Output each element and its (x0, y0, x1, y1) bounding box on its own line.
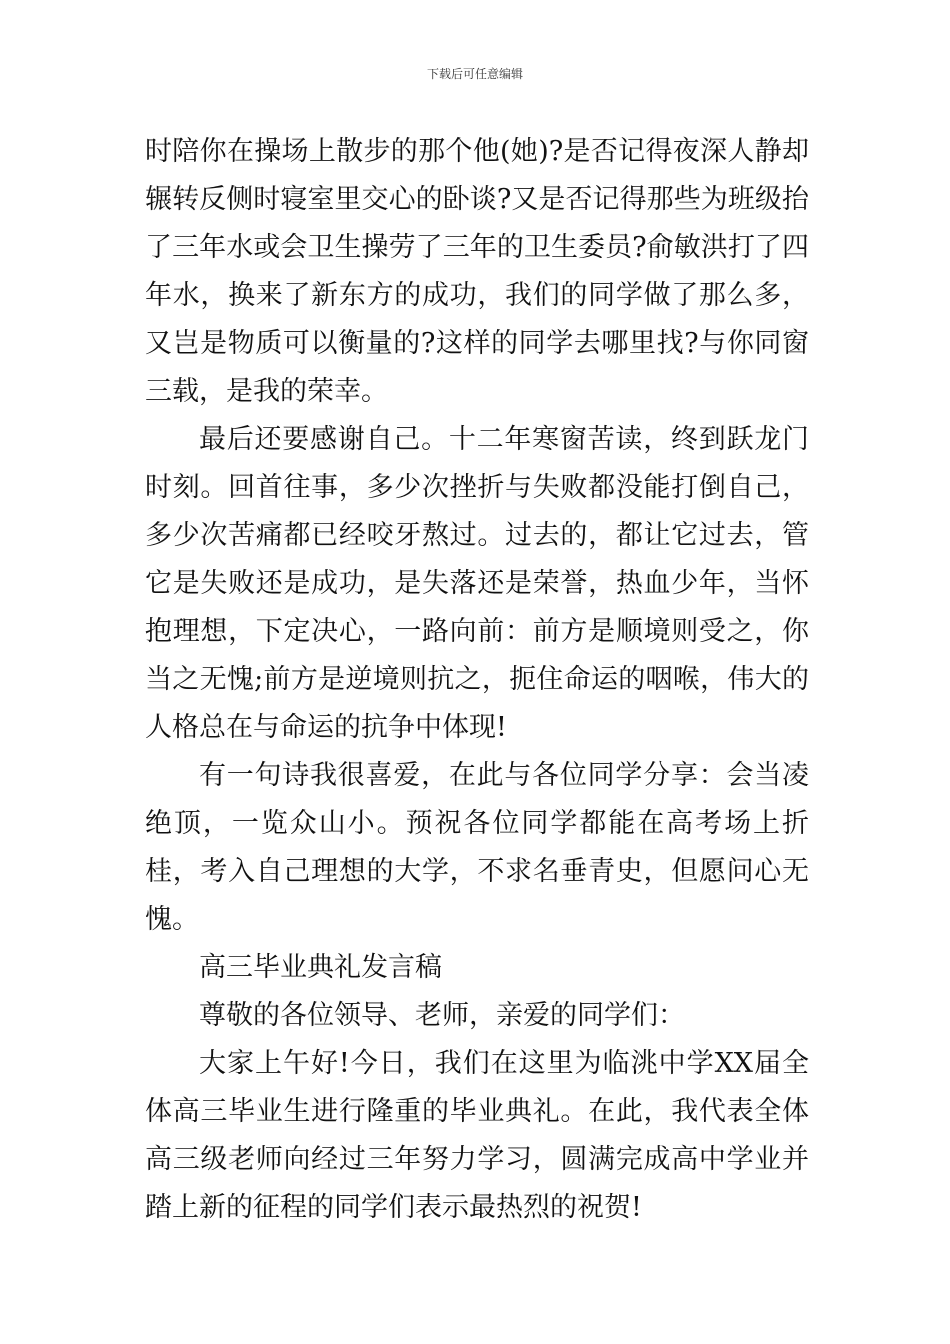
paragraph-6: 大家上午好!今日，我们在这里为临洮中学XX届全体高三毕业生进行隆重的毕业典礼。在此，我代表全体高三级老师向经过三年努力学习，圆满完成高中学业并踏上新的征程的同学们表示最热烈的祝贺! (145, 1048, 809, 1223)
section-title: 高三毕业典礼发言稿 (199, 952, 442, 983)
salutation: 尊敬的各位领导、老师，亲爱的同学们： (199, 1000, 685, 1031)
paragraph-2: 最后还要感谢自己。十二年寒窗苦读，终到跃龙门时刻。回首往事，多少次挫折与失败都没能打倒自己，多少次苦痛都已经咬牙熬过。过去的，都让它过去，管它是失败还是成功，是失落还是荣誉，热血少年，当怀抱理想，下定决心，一路向前：前方是顺境则受之，你当之无愧;前方是逆境则抗之，扼住命运的咽喉，伟大的人格总在与命运的抗争中体现! (145, 424, 809, 743)
paragraph-3: 有一句诗我很喜爱，在此与各位同学分享：会当凌绝顶，一览众山小。预祝各位同学都能在高考场上折桂，考入自己理想的大学，不求名垂青史，但愿问心无愧。 (145, 760, 809, 935)
document-body (145, 128, 809, 1232)
page-header: 下载后可任意编辑 (426, 67, 523, 81)
paragraph-1: 时陪你在操场上散步的那个他(她)?是否记得夜深人静却辗转反侧时寝室里交心的卧谈?又是否记得那些为班级抬了三年水或会卫生操劳了三年的卫生委员?俞敏洪打了四年水，换来了新东方的成功，我们的同学做了那么多，又岂是物质可以衡量的?这样的同学去哪里找?与你同窗三载，是我的荣幸。 (145, 136, 809, 407)
